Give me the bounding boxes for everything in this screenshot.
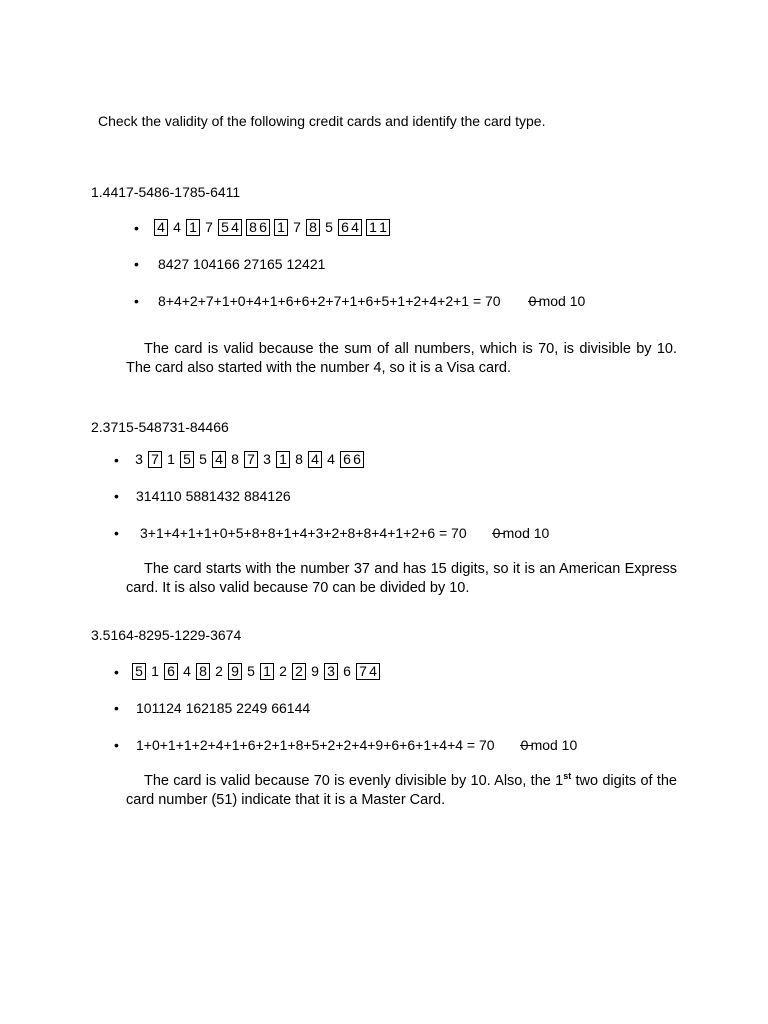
digit: 8 — [231, 451, 239, 467]
digit: 6 — [341, 219, 349, 235]
digit-pair — [324, 220, 334, 235]
digit: 5 — [199, 451, 207, 467]
sum-expression: 1+0+1+1+2+4+1+6+2+1+8+5+2+2+4+9+6+6+1+4+4 = 70 — [136, 737, 495, 753]
digit-box — [274, 219, 288, 236]
digit: 1 — [263, 663, 271, 679]
digit: 5 — [247, 663, 255, 679]
digit-pair — [204, 220, 214, 235]
digit-pair — [278, 664, 288, 679]
digit: 5 — [183, 451, 191, 467]
mod-text: mod 10 — [530, 737, 578, 753]
digit-box — [324, 663, 338, 680]
card-3-digit-boxes — [132, 662, 384, 680]
card-3-heading: 3.5164-8295-1229-3674 — [91, 627, 242, 643]
digit: 3 — [135, 451, 143, 467]
digit: 1 — [189, 219, 197, 235]
digit: 8 — [295, 451, 303, 467]
digit: 4 — [311, 451, 319, 467]
digit: 4 — [173, 219, 181, 235]
digit-box — [306, 219, 320, 236]
digit: 6 — [259, 219, 267, 235]
digit-box — [218, 219, 242, 236]
explanation-text-continued: two digits of the card number (51) indicate that it is a Master Card. — [126, 773, 677, 808]
bullet: • — [114, 737, 119, 753]
card-3-sum-line — [136, 737, 577, 753]
digit-pair — [172, 220, 182, 235]
digit: 4 — [183, 663, 191, 679]
explanation-text: The card is valid because 70 is evenly divisible by 10. Also, the 1 — [144, 773, 564, 789]
bullet: • — [134, 293, 139, 309]
digit-box — [164, 663, 178, 680]
card-3-explanation — [126, 772, 677, 810]
digit: 2 — [279, 663, 287, 679]
card-3-doubled-digits: 101124 162185 2249 66144 — [136, 700, 311, 716]
digit: 4 — [369, 663, 377, 679]
digit: 4 — [327, 451, 335, 467]
card-2-sum-line — [140, 525, 549, 541]
digit: 4 — [157, 219, 165, 235]
digit: 4 — [231, 219, 239, 235]
digit: 8 — [309, 219, 317, 235]
explanation-text: The card starts with the number 37 and has 15 digits, so it is an American Express card. It is also valid because 70 can be divided by 10. — [126, 561, 677, 596]
digit: 1 — [167, 451, 175, 467]
digit-pair — [246, 664, 256, 679]
digit-box — [212, 451, 226, 468]
digit-box — [148, 451, 162, 468]
digit: 1 — [279, 451, 287, 467]
digit: 2 — [215, 663, 223, 679]
digit: 8 — [199, 663, 207, 679]
digit: 1 — [379, 219, 387, 235]
digit-box — [340, 451, 364, 468]
digit-box — [276, 451, 290, 468]
digit: 5 — [221, 219, 229, 235]
explanation-text: The card is valid because the sum of all numbers, which is 70, is divisible by 10. The card also started with the number 4, so it is a Visa card. — [126, 341, 677, 376]
digit: 7 — [205, 219, 213, 235]
bullet: • — [134, 220, 139, 236]
sum-expression: 8+4+2+7+1+0+4+1+6+6+2+7+1+6+5+1+2+4+2+1 = 70 — [158, 293, 501, 309]
digit-box — [186, 219, 200, 236]
digit-pair — [310, 664, 320, 679]
digit: 1 — [151, 663, 159, 679]
digit: 6 — [353, 451, 361, 467]
digit-pair — [292, 220, 302, 235]
bullet: • — [114, 452, 119, 468]
digit-pair — [134, 452, 144, 467]
digit-pair — [230, 452, 240, 467]
digit: 9 — [231, 663, 239, 679]
card-2-doubled-digits: 314110 5881432 884126 — [136, 488, 291, 504]
card-1-heading: 1.4417-5486-1785-6411 — [91, 184, 241, 200]
digit: 6 — [167, 663, 175, 679]
digit-pair — [182, 664, 192, 679]
bullet: • — [114, 525, 119, 541]
congruence-symbol: 0 — [529, 293, 539, 309]
digit: 3 — [263, 451, 271, 467]
ordinal-superscript: st — [563, 771, 572, 782]
digit: 8 — [249, 219, 257, 235]
card-2-heading: 2.3715-548731-84466 — [91, 419, 229, 435]
digit-pair — [214, 664, 224, 679]
digit: 1 — [369, 219, 377, 235]
mod-text: mod 10 — [502, 525, 550, 541]
bullet: • — [114, 488, 119, 504]
digit: 7 — [359, 663, 367, 679]
digit-pair — [262, 452, 272, 467]
digit: 5 — [325, 219, 333, 235]
digit-pair — [198, 452, 208, 467]
digit-box — [132, 663, 146, 680]
digit-pair — [294, 452, 304, 467]
digit: 9 — [311, 663, 319, 679]
digit-box — [196, 663, 210, 680]
mod-text: mod 10 — [538, 293, 586, 309]
digit: 2 — [295, 663, 303, 679]
digit-box — [244, 451, 258, 468]
digit: 7 — [247, 451, 255, 467]
bullet: • — [114, 664, 119, 680]
card-1-digit-boxes — [154, 218, 394, 236]
digit: 7 — [151, 451, 159, 467]
bullet: • — [134, 256, 139, 272]
digit: 4 — [215, 451, 223, 467]
digit-box — [260, 663, 274, 680]
digit-box — [180, 451, 194, 468]
sum-expression: 3+1+4+1+1+0+5+8+8+1+4+3+2+8+8+4+1+2+6 = 70 — [140, 525, 467, 541]
digit-box — [246, 219, 270, 236]
digit-pair — [342, 664, 352, 679]
card-1-sum-line — [158, 293, 585, 309]
digit-box — [228, 663, 242, 680]
digit: 3 — [327, 663, 335, 679]
bullet: • — [114, 700, 119, 716]
digit: 5 — [135, 663, 143, 679]
card-1-doubled-digits: 8427 104166 27165 12421 — [158, 256, 326, 272]
instruction-text: Check the validity of the following credit cards and identify the card type. — [98, 113, 546, 129]
digit: 4 — [351, 219, 359, 235]
card-1-explanation — [126, 340, 677, 378]
digit: 1 — [277, 219, 285, 235]
digit-box — [338, 219, 362, 236]
card-2-explanation — [126, 560, 677, 598]
digit: 6 — [343, 451, 351, 467]
digit-pair — [150, 664, 160, 679]
digit-box — [356, 663, 380, 680]
digit-box — [308, 451, 322, 468]
digit-box — [292, 663, 306, 680]
digit-box — [366, 219, 390, 236]
congruence-symbol: 0 — [493, 525, 503, 541]
digit-pair — [326, 452, 336, 467]
digit-pair — [166, 452, 176, 467]
congruence-symbol: 0 — [521, 737, 531, 753]
digit: 6 — [343, 663, 351, 679]
digit-box — [154, 219, 168, 236]
digit: 7 — [293, 219, 301, 235]
card-2-digit-boxes — [134, 450, 368, 468]
